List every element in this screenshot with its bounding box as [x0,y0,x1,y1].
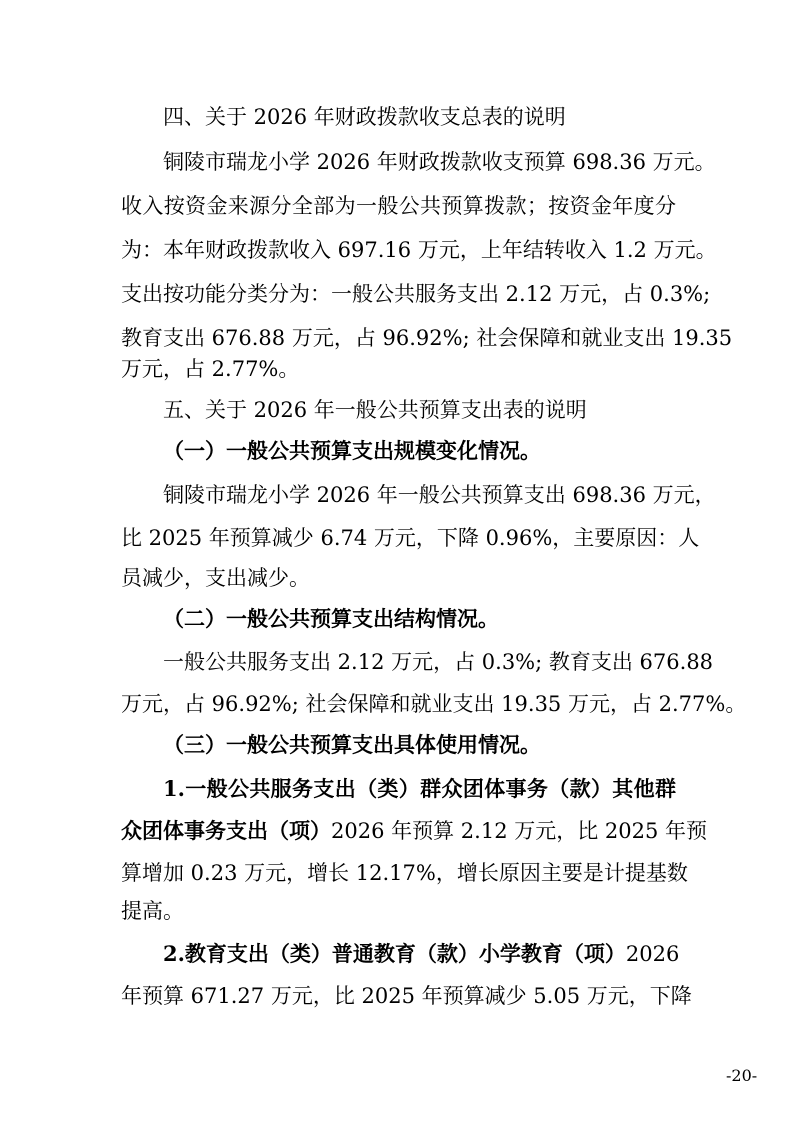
item-1-text: 2026 年预算 2.12 万元，比 2025 年预 [331,819,708,843]
item-2-line [163,937,680,971]
subsection-2-line: 一般公共服务支出 2.12 万元，占 0.3%; 教育支出 676.88 [163,650,714,674]
subsection-2-heading: （二）一般公共预算支出结构情况。 [163,606,499,631]
subsection-1-heading: （一）一般公共预算支出规模变化情况。 [163,438,541,463]
subsection-1-line: 员减少，支出减少。 [121,566,310,590]
section-4-paragraph-line: 支出按功能分类分为：一般公共服务支出 2.12 万元，占 0.3%; [121,282,711,306]
section-5-heading: 五、关于 2026 年一般公共预算支出表的说明 [163,398,587,422]
subsection-1-line: 比 2025 年预算减少 6.74 万元，下降 0.96%，主要原因：人 [121,526,700,550]
section-4-paragraph-line: 为：本年财政拨款收入 697.16 万元，上年结转收入 1.2 万元。 [121,238,717,262]
item-1-line: 提高。 [121,899,184,923]
item-1-bold-text: 众团体事务支出（项） [121,818,331,843]
item-2-bold-text: 2.教育支出（类）普通教育（款）小学教育（项） [163,941,626,966]
subsection-2-line: 万元，占 96.92%; 社会保障和就业支出 19.35 万元，占 2.77%。 [121,692,747,716]
item-2-line: 年预算 671.27 万元，比 2025 年预算减少 5.05 万元，下降 [121,984,692,1008]
section-4-paragraph-line: 教育支出 676.88 万元，占 96.92%; 社会保障和就业支出 19.35 [121,326,733,350]
section-4-paragraph-line: 铜陵市瑞龙小学 2026 年财政拨款收支预算 698.36 万元。 [163,150,716,174]
page-number: -20- [726,1066,758,1085]
item-1-line: 1.一般公共服务支出（类）群众团体事务（款）其他群 [163,776,676,801]
section-4-paragraph-line: 万元，占 2.77%。 [121,357,300,381]
subsection-3-heading: （三）一般公共预算支出具体使用情况。 [163,732,541,757]
item-1-line [121,814,708,848]
subsection-1-line: 铜陵市瑞龙小学 2026 年一般公共预算支出 698.36 万元， [163,483,716,507]
item-2-text: 2026 [625,942,680,966]
item-1-line: 算增加 0.23 万元，增长 12.17%，增长原因主要是计提基数 [121,861,688,885]
section-4-heading: 四、关于 2026 年财政拨款收支总表的说明 [163,105,566,129]
section-4-paragraph-line: 收入按资金来源分全部为一般公共预算拨款；按资金年度分 [121,194,676,218]
